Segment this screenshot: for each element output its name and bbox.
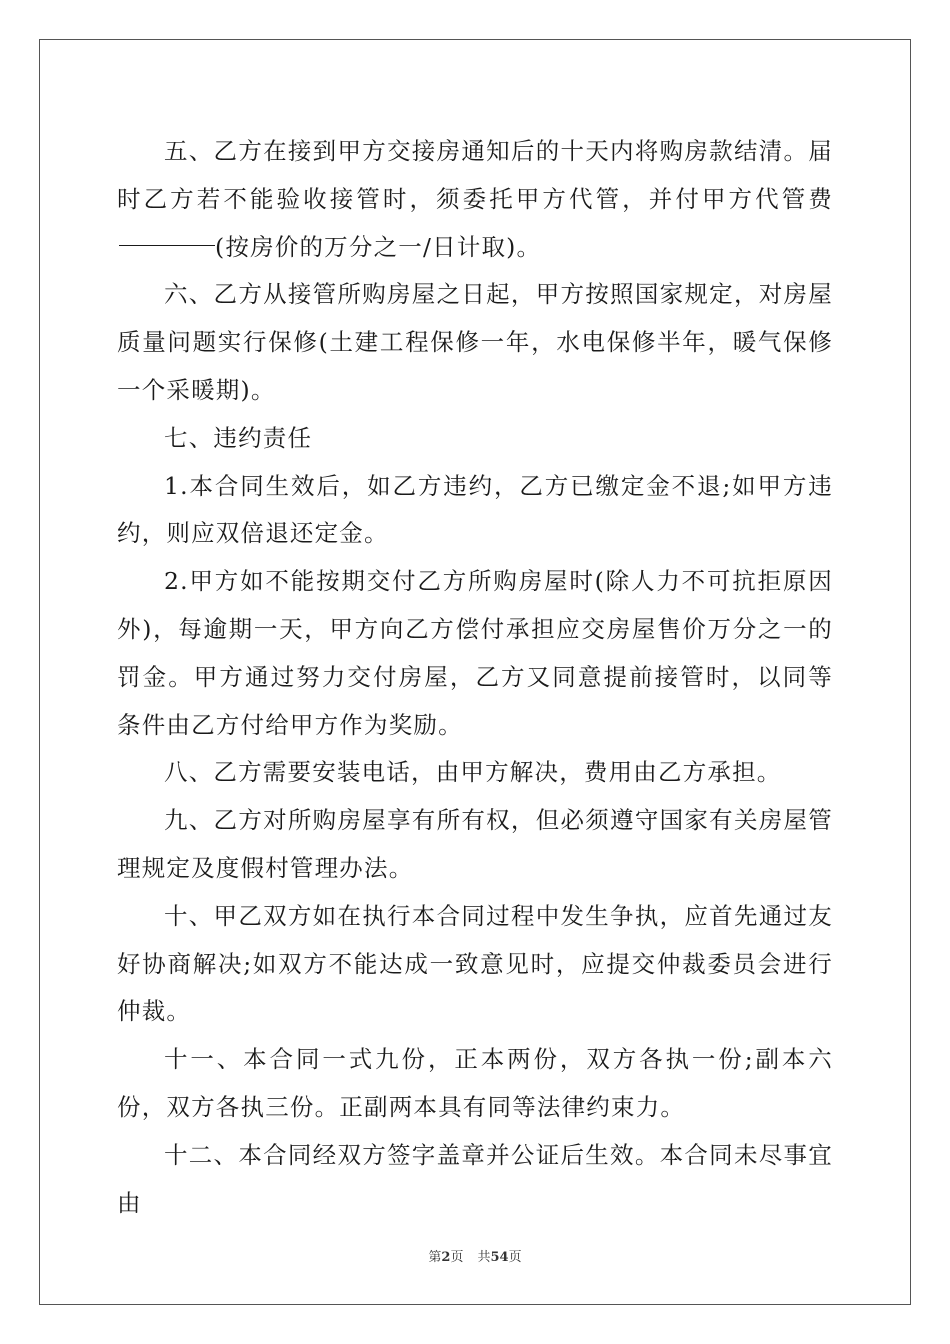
paragraph-9: 九、乙方对所购房屋享有所有权，但必须遵守国家有关房屋管理规定及度假村管理办法。 <box>117 806 833 882</box>
total-prefix: 共 <box>477 1250 491 1265</box>
fee-blank-line <box>119 244 215 246</box>
paragraph-5 <box>117 128 833 271</box>
document-body <box>117 128 833 1227</box>
paragraph-10: 十、甲乙双方如在执行本合同过程中发生争执，应首先通过友好协商解决;如双方不能达成一致意见时，应提交仲裁委员会进行仲裁。 <box>117 901 833 1026</box>
paragraph-8: 八、乙方需要安装电话，由甲方解决，费用由乙方承担。 <box>164 758 782 787</box>
page-footer <box>0 1246 950 1265</box>
paragraph-5-text: 五、乙方在接到甲方交接房通知后的十天内将购房款结清。届时乙方若不能验收接管时，须委托甲方代管，并付甲方代管费 <box>117 137 833 213</box>
page-total: 54 <box>490 1250 509 1265</box>
paragraph-11: 十一、本合同一式九份，正本两份，双方各执一份;副本六份，双方各执三份。正副两本具有同等法律约束力。 <box>117 1045 833 1121</box>
page-current: 2 <box>441 1250 451 1265</box>
paragraph-12: 十二、本合同经双方签字盖章并公证后生效。本合同未尽事宜由 <box>117 1140 833 1217</box>
paragraph-7-2: 2.甲方如不能按期交付乙方所购房屋时(除人力不可抗拒原因外)，每逾期一天，甲方向乙方偿付承担应交房屋售价万分之一的罚金。甲方通过努力交付房屋，乙方又同意提前接管时，以同等条件由乙方付给甲方作为奖励。 <box>117 567 833 739</box>
paragraph-6: 六、乙方从接管所购房屋之日起，甲方按照国家规定，对房屋质量问题实行保修(土建工程保修一年，水电保修半年，暖气保修一个采暖期)。 <box>117 280 833 404</box>
page-prefix: 第 <box>428 1250 442 1265</box>
paragraph-7-1: 1.本合同生效后，如乙方违约，乙方已缴定金不退;如甲方违约，则应双倍退还定金。 <box>117 471 833 548</box>
paragraph-5-tail: (按房价的万分之一/日计取)。 <box>215 232 542 261</box>
section-heading-breach: 七、违约责任 <box>164 423 313 452</box>
total-unit: 页 <box>508 1250 522 1265</box>
page-unit: 页 <box>450 1250 464 1265</box>
